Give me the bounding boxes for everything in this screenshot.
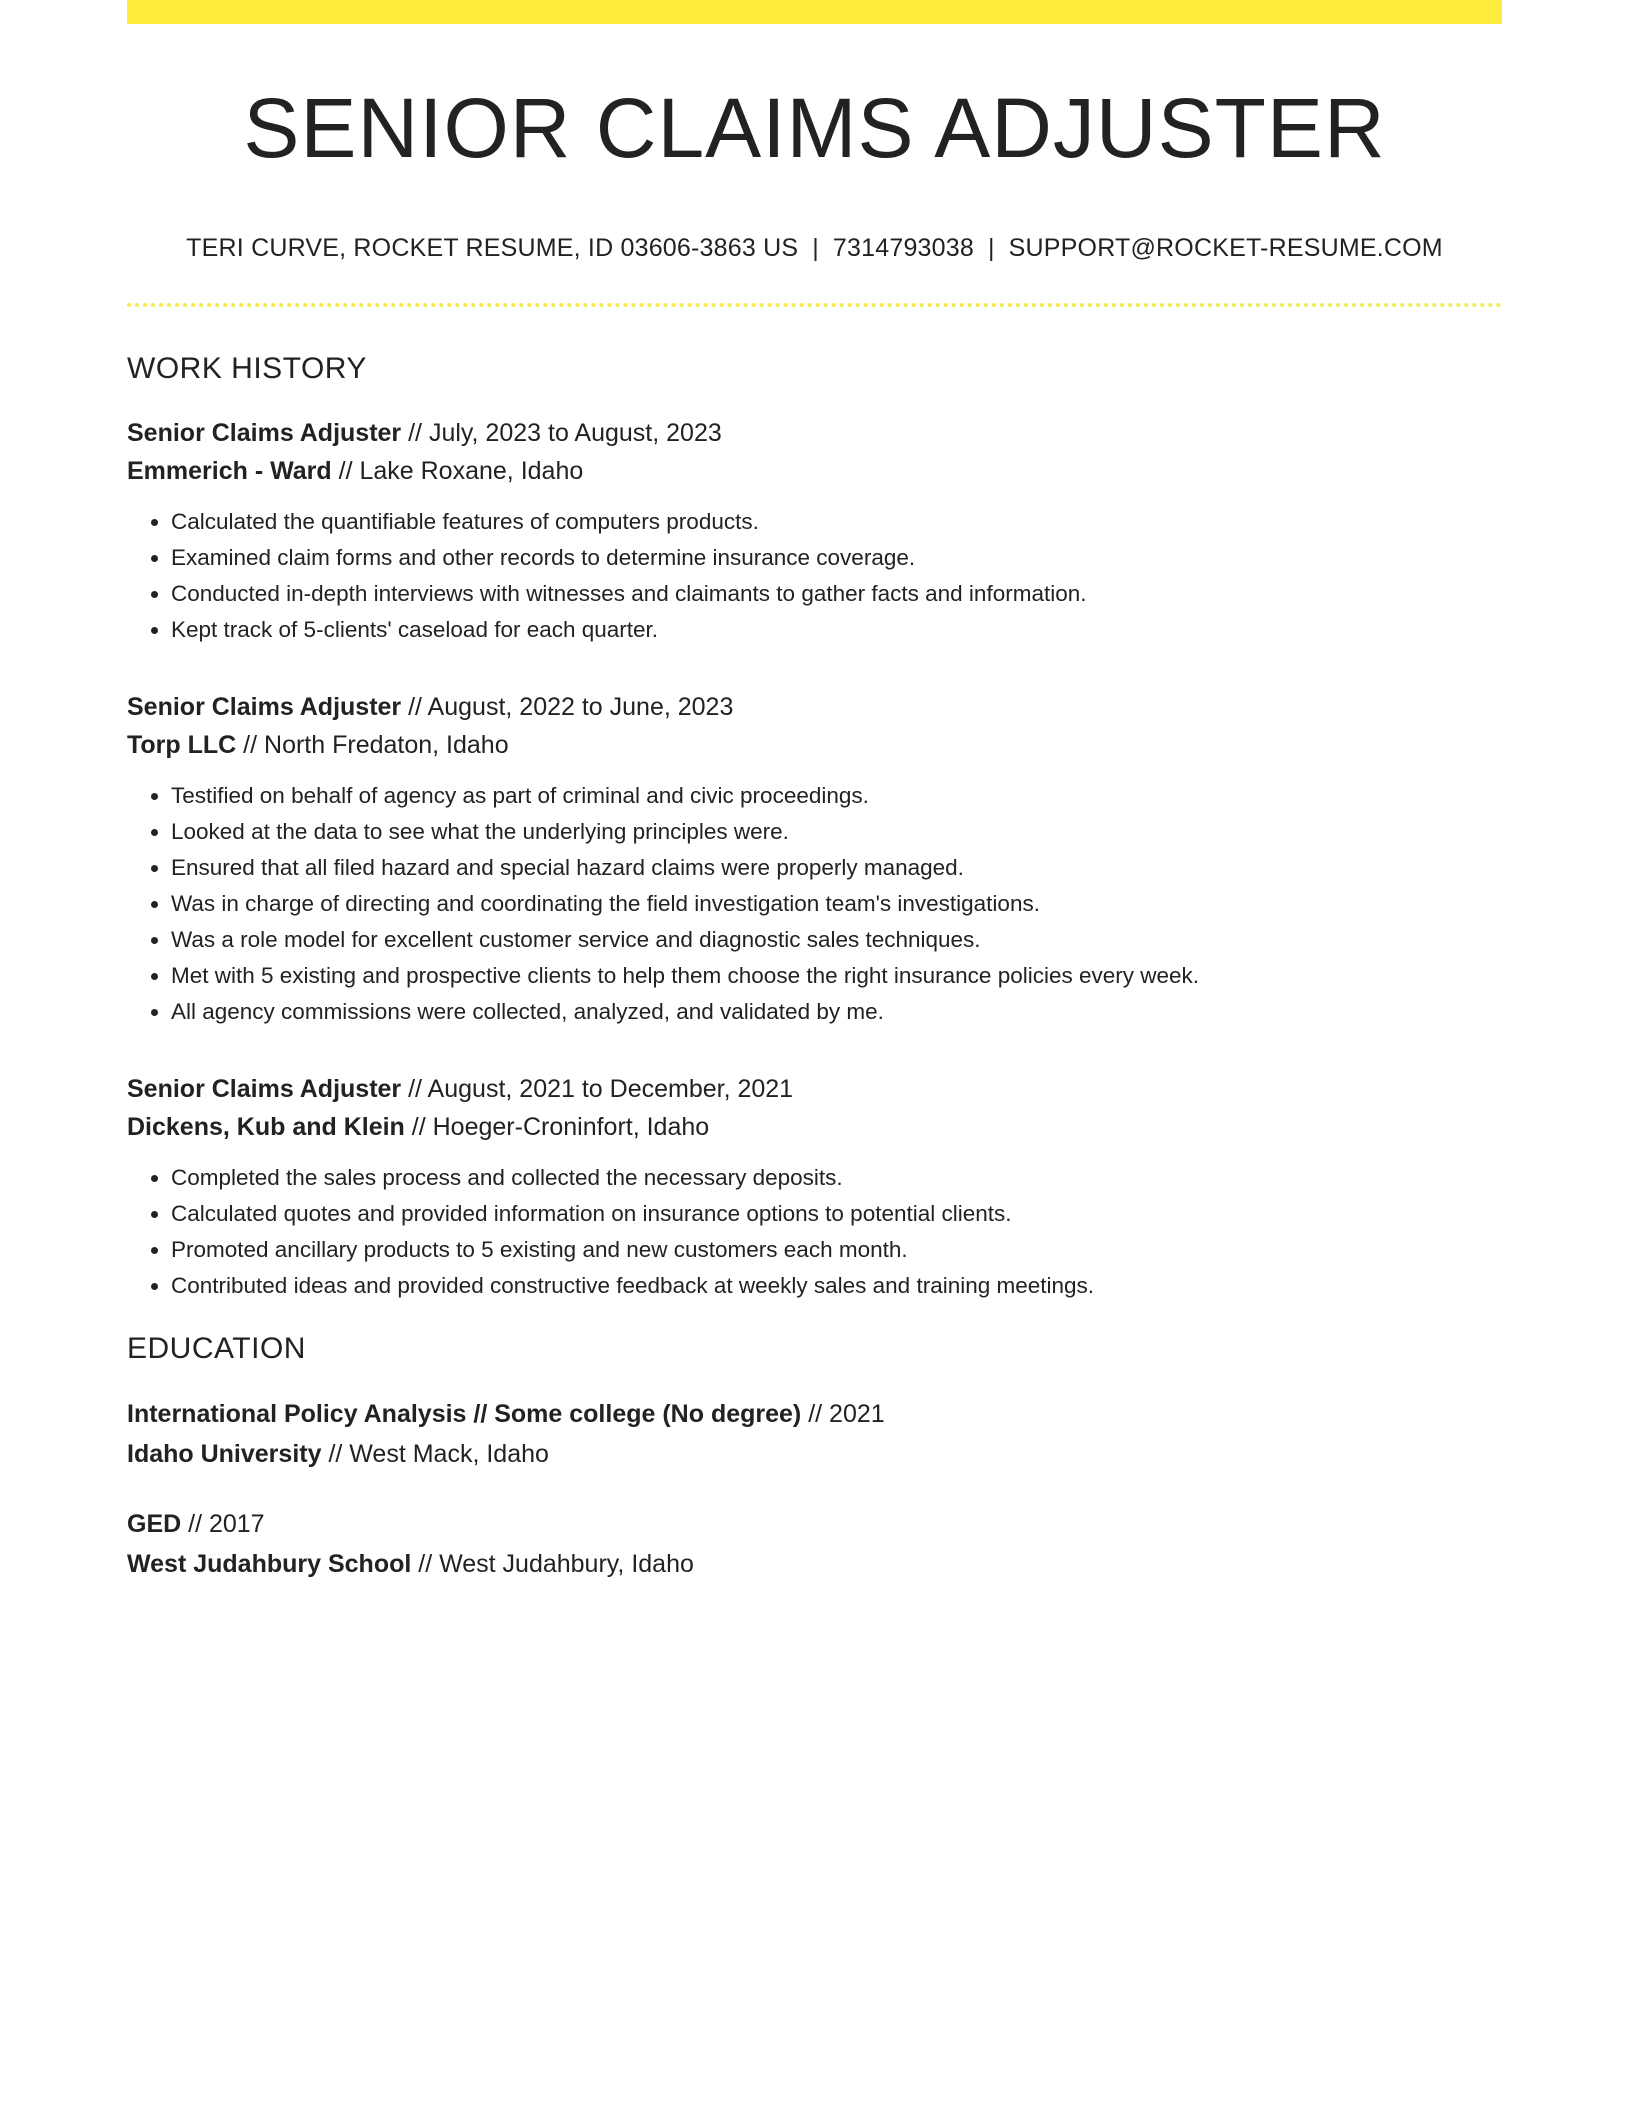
job-bullet: • Promoted ancillary products to 5 existing and new customers each month.: [171, 1232, 1502, 1268]
job-bullet: • Calculated the quantifiable features of computers products.: [171, 504, 1502, 540]
education-school-line: [127, 1544, 1502, 1584]
job-bullet: • Met with 5 existing and prospective clients to help them choose the right insurance policies every week.: [171, 958, 1502, 994]
job-dates: // July, 2023 to August, 2023: [401, 419, 722, 447]
job-bullet: • Looked at the data to see what the underlying principles were.: [171, 814, 1502, 850]
education-entry: [127, 1394, 1502, 1474]
job-company-line: [127, 452, 1502, 490]
job-bullet: • Testified on behalf of agency as part of criminal and civic proceedings.: [171, 778, 1502, 814]
job-bullet: • Contributed ideas and provided constructive feedback at weekly sales and training meetings.: [171, 1268, 1502, 1304]
education-year: // 2017: [181, 1510, 265, 1538]
education-school-line: [127, 1434, 1502, 1474]
contact-line: [127, 234, 1502, 263]
job-title: Senior Claims Adjuster: [127, 693, 402, 721]
education-location: // West Mack, Idaho: [321, 1440, 549, 1468]
accent-top-bar: [127, 0, 1502, 24]
job-title-line: [127, 414, 1502, 452]
job-company-line: [127, 1108, 1502, 1146]
job-title: Senior Claims Adjuster: [127, 419, 402, 447]
education-degree-line: [127, 1504, 1502, 1544]
contact-email: SUPPORT@ROCKET-RESUME.COM: [1008, 234, 1443, 262]
job-company-line: [127, 726, 1502, 764]
job-bullets: [127, 778, 1502, 1030]
job-title-line: [127, 1070, 1502, 1108]
contact-address: TERI CURVE, ROCKET RESUME, ID 03606-3863 US: [186, 234, 799, 262]
education-heading: EDUCATION: [127, 1332, 306, 1365]
job-bullet: • Was a role model for excellent customer service and diagnostic sales techniques.: [171, 922, 1502, 958]
resume-title: SENIOR CLAIMS ADJUSTER: [243, 81, 1386, 175]
job-bullet: • Completed the sales process and collected the necessary deposits.: [171, 1160, 1502, 1196]
contact-separator: |: [987, 234, 995, 262]
education-year: // 2021: [801, 1400, 885, 1428]
contact-separator: |: [812, 234, 819, 262]
job-company: Emmerich - Ward: [127, 457, 332, 485]
education-school: Idaho University: [127, 1440, 322, 1468]
job-bullets: [127, 504, 1502, 648]
job-dates: // August, 2022 to June, 2023: [401, 693, 734, 721]
education-degree: International Policy Analysis // Some college (No degree): [127, 1400, 802, 1428]
job-title: Senior Claims Adjuster: [127, 1075, 402, 1103]
education-school: West Judahbury School: [127, 1550, 412, 1578]
education-entry: [127, 1504, 1502, 1584]
job-bullet: • Conducted in-depth interviews with witnesses and claimants to gather facts and information.: [171, 576, 1502, 612]
job-location: // North Fredaton, Idaho: [236, 731, 509, 759]
education-degree-line: [127, 1394, 1502, 1434]
education-location: // West Judahbury, Idaho: [411, 1550, 694, 1578]
job-location: // Lake Roxane, Idaho: [331, 457, 584, 485]
job-bullet: • Examined claim forms and other records to determine insurance coverage.: [171, 540, 1502, 576]
job-location: // Hoeger-Croninfort, Idaho: [404, 1113, 710, 1141]
job-bullet: • Kept track of 5-clients' caseload for each quarter.: [171, 612, 1502, 648]
education-degree: GED: [127, 1510, 182, 1538]
job-bullet: • Ensured that all filed hazard and special hazard claims were properly managed.: [171, 850, 1502, 886]
job-dates: // August, 2021 to December, 2021: [401, 1075, 794, 1103]
job-bullets: [127, 1160, 1502, 1304]
job-entry: [127, 414, 1502, 648]
job-bullet: • All agency commissions were collected, analyzed, and validated by me.: [171, 994, 1502, 1030]
contact-phone: 7314793038: [832, 234, 974, 262]
job-company: Torp LLC: [127, 731, 237, 759]
job-entry: [127, 688, 1502, 1030]
job-company: Dickens, Kub and Klein: [127, 1113, 405, 1141]
dotted-divider: [127, 303, 1502, 307]
resume-page: [127, 0, 1502, 1584]
job-entry: [127, 1070, 1502, 1304]
job-bullet: • Was in charge of directing and coordinating the field investigation team's investigations.: [171, 886, 1502, 922]
job-title-line: [127, 688, 1502, 726]
work-history-heading: WORK HISTORY: [127, 352, 367, 385]
job-bullet: • Calculated quotes and provided information on insurance options to potential clients.: [171, 1196, 1502, 1232]
